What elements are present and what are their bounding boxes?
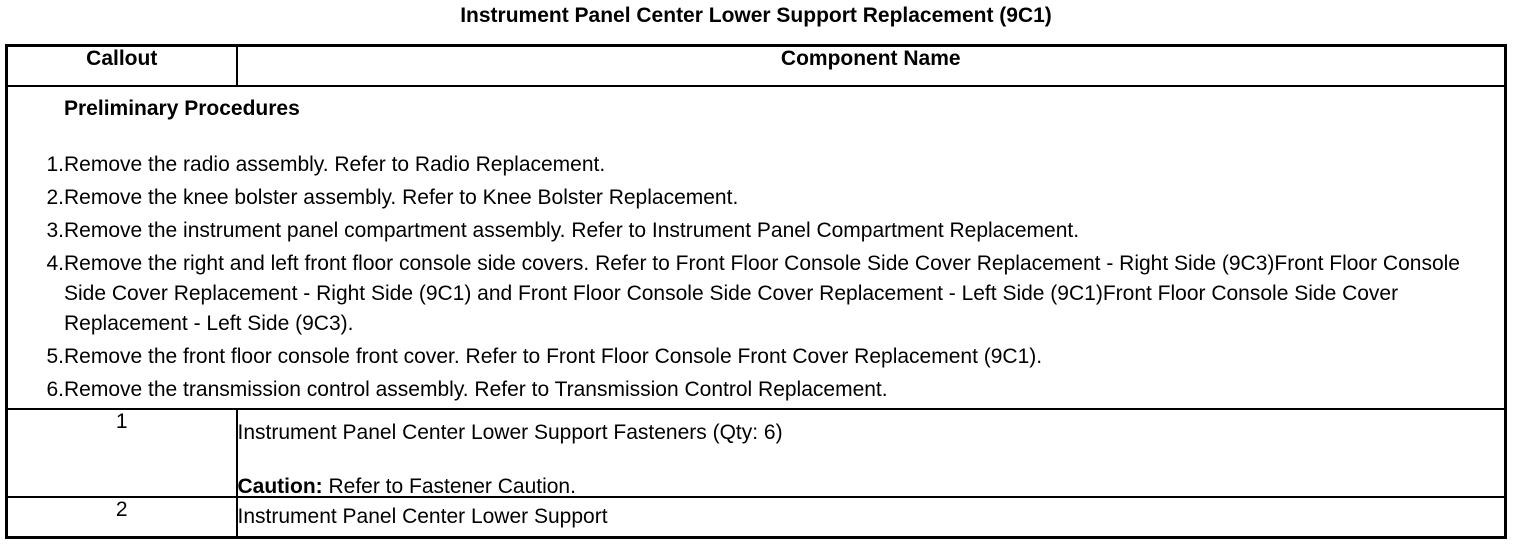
step-item bbox=[8, 150, 1504, 180]
step-text: Remove the radio assembly. Refer to Radio Replacement. bbox=[64, 153, 606, 176]
step-number: 6. bbox=[46, 378, 64, 401]
step-number: 1. bbox=[46, 153, 64, 176]
procedure-table bbox=[5, 44, 1507, 539]
component-name-cell bbox=[237, 497, 1506, 538]
callout-cell: 2 bbox=[7, 497, 237, 538]
step-text: Remove the front floor console front cover. Refer to Front Floor Console Front Cover Replacement (9C1). bbox=[64, 345, 1043, 368]
step-text: Remove the knee bolster assembly. Refer to Knee Bolster Replacement. bbox=[64, 186, 739, 209]
step-item bbox=[8, 342, 1504, 372]
callout-header: Callout bbox=[7, 46, 237, 87]
component-name-cell bbox=[237, 409, 1506, 497]
step-item bbox=[8, 216, 1504, 246]
table-row bbox=[7, 497, 1506, 538]
step-number: 3. bbox=[46, 219, 64, 242]
component-name-header: Component Name bbox=[237, 46, 1506, 87]
step-item bbox=[8, 249, 1504, 339]
callout-cell: 1 bbox=[7, 409, 237, 497]
preliminary-row bbox=[7, 86, 1506, 409]
step-number: 2. bbox=[46, 186, 64, 209]
step-item bbox=[8, 375, 1504, 405]
caution-label: Caution: bbox=[237, 475, 323, 498]
table-row bbox=[7, 409, 1506, 497]
preliminary-procedures-cell bbox=[7, 86, 1506, 409]
step-number: 5. bbox=[46, 345, 64, 368]
header-row bbox=[7, 46, 1506, 87]
component-name: Instrument Panel Center Lower Support bbox=[237, 505, 608, 528]
component-name: Instrument Panel Center Lower Support Fasteners (Qty: 6) bbox=[237, 421, 783, 444]
step-text: Remove the right and left front floor console side covers. Refer to Front Floor Console Side Cover Replacement - Right Side (9C3)Front Floor Console Side Cover Replacement - Right Side (9C1) and Front Floor Console Side Cover Replacement - Left Side (9C1)Front Floor Console Side Cover Replacement - Left Side (9C3). bbox=[64, 252, 1460, 335]
caution-text: Refer to Fastener Caution. bbox=[322, 475, 576, 498]
preliminary-procedures-title: Preliminary Procedures bbox=[64, 97, 300, 120]
step-number: 4. bbox=[46, 252, 64, 275]
step-text: Remove the transmission control assembly. Refer to Transmission Control Replacement. bbox=[64, 378, 888, 401]
preliminary-steps-list bbox=[8, 150, 1504, 405]
page-title: Instrument Panel Center Lower Support Replacement (9C1) bbox=[460, 4, 1052, 27]
step-item bbox=[8, 183, 1504, 213]
step-text: Remove the instrument panel compartment assembly. Refer to Instrument Panel Compartment Replacement. bbox=[64, 219, 1080, 242]
